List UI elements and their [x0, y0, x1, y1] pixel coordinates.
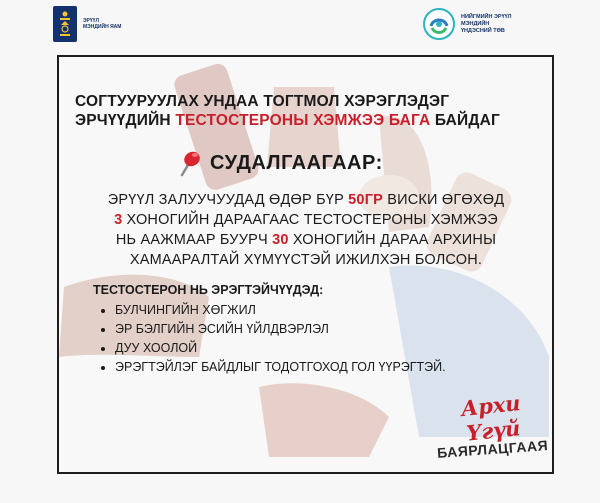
- finding-text: ЭРҮҮЛ ЗАЛУУЧУУДАД ӨДӨР БҮР: [107, 192, 349, 208]
- headline-line2-prefix: ЭРЧҮҮДИЙН: [75, 112, 176, 129]
- pushpin-icon: [176, 149, 202, 177]
- list-item: • ЭРЭГТЭЙЛЭГ БАЙДЛЫГ ТОДОТГОХОД ГОЛ ҮҮРЭГТЭЙ.: [115, 358, 446, 377]
- header: [0, 0, 600, 48]
- study-heading: [176, 149, 383, 177]
- campaign-script: Архи Үгүй: [459, 390, 522, 446]
- ministry-name-line1: ЭРҮҮЛ: [83, 18, 99, 24]
- finding-text: ХОНОГИЙН ДАРААГААС ТЕСТОСТЕРОНЫ ХЭМЖЭЭ: [122, 212, 498, 228]
- health-center-icon: [423, 8, 455, 40]
- center-name-line1: НИЙГМИЙН ЭРҮҮЛ МЭНДИЙН: [461, 13, 512, 27]
- headline: [75, 92, 545, 130]
- ministry-name-line2: МЭНДИЙН ЯАМ: [83, 24, 122, 30]
- content-card: [57, 55, 554, 474]
- finding-text: ВИСКИ ӨГӨХӨД: [383, 192, 505, 208]
- health-center-logo: [423, 8, 541, 40]
- finding-line4: ХАМААРАЛТАЙ ХҮМҮҮСТЭЙ ИЖИЛХЭН БОЛСОН.: [129, 252, 483, 268]
- headline-line2-suffix: БАЙДАГ: [430, 112, 500, 129]
- campaign-logo: [436, 390, 549, 461]
- study-label: СУДАЛГААГААР:: [210, 151, 383, 174]
- finding-days: 30: [272, 232, 289, 248]
- finding-days: 3: [114, 212, 123, 228]
- ministry-logo: [53, 6, 121, 42]
- headline-line1: СОГТУУРУУЛАХ УНДАА ТОГТМОЛ ХЭРЭГЛЭДЭГ: [75, 93, 450, 110]
- headline-highlight: ТЕСТОСТЕРОНЫ ХЭМЖЭЭ БАГА: [175, 112, 431, 129]
- finding-line3: [79, 230, 533, 250]
- list-item: • БУЛЧИНГИЙН ХӨГЖИЛ: [115, 301, 446, 320]
- finding-text: НЬ ААЖМААР БУУРЧ: [115, 232, 273, 248]
- finding-line2: [79, 210, 533, 230]
- list-item: • ДУУ ХООЛОЙ: [115, 339, 446, 358]
- list-title: ТЕСТОСТЕРОН НЬ ЭРЭГТЭЙЧҮҮДЭД:: [93, 283, 324, 297]
- headline-line2: [75, 111, 545, 130]
- testosterone-roles-list: [99, 301, 446, 377]
- list-item: • ЭР БЭЛГИЙН ЭСИЙН ҮЙЛДВЭРЛЭЛ: [115, 320, 446, 339]
- finding-text: ХОНОГИЙН ДАРАА АРХИНЫ: [288, 232, 497, 248]
- finding-amount: 50ГР: [348, 192, 383, 208]
- finding-line1: [79, 190, 533, 210]
- soyombo-emblem-icon: [53, 6, 77, 42]
- campaign-subtitle: БАЯРЛАЦГААЯ: [436, 437, 549, 461]
- center-name-line2: ҮНДЭСНИЙ ТӨВ: [461, 27, 505, 34]
- study-finding: [79, 190, 533, 270]
